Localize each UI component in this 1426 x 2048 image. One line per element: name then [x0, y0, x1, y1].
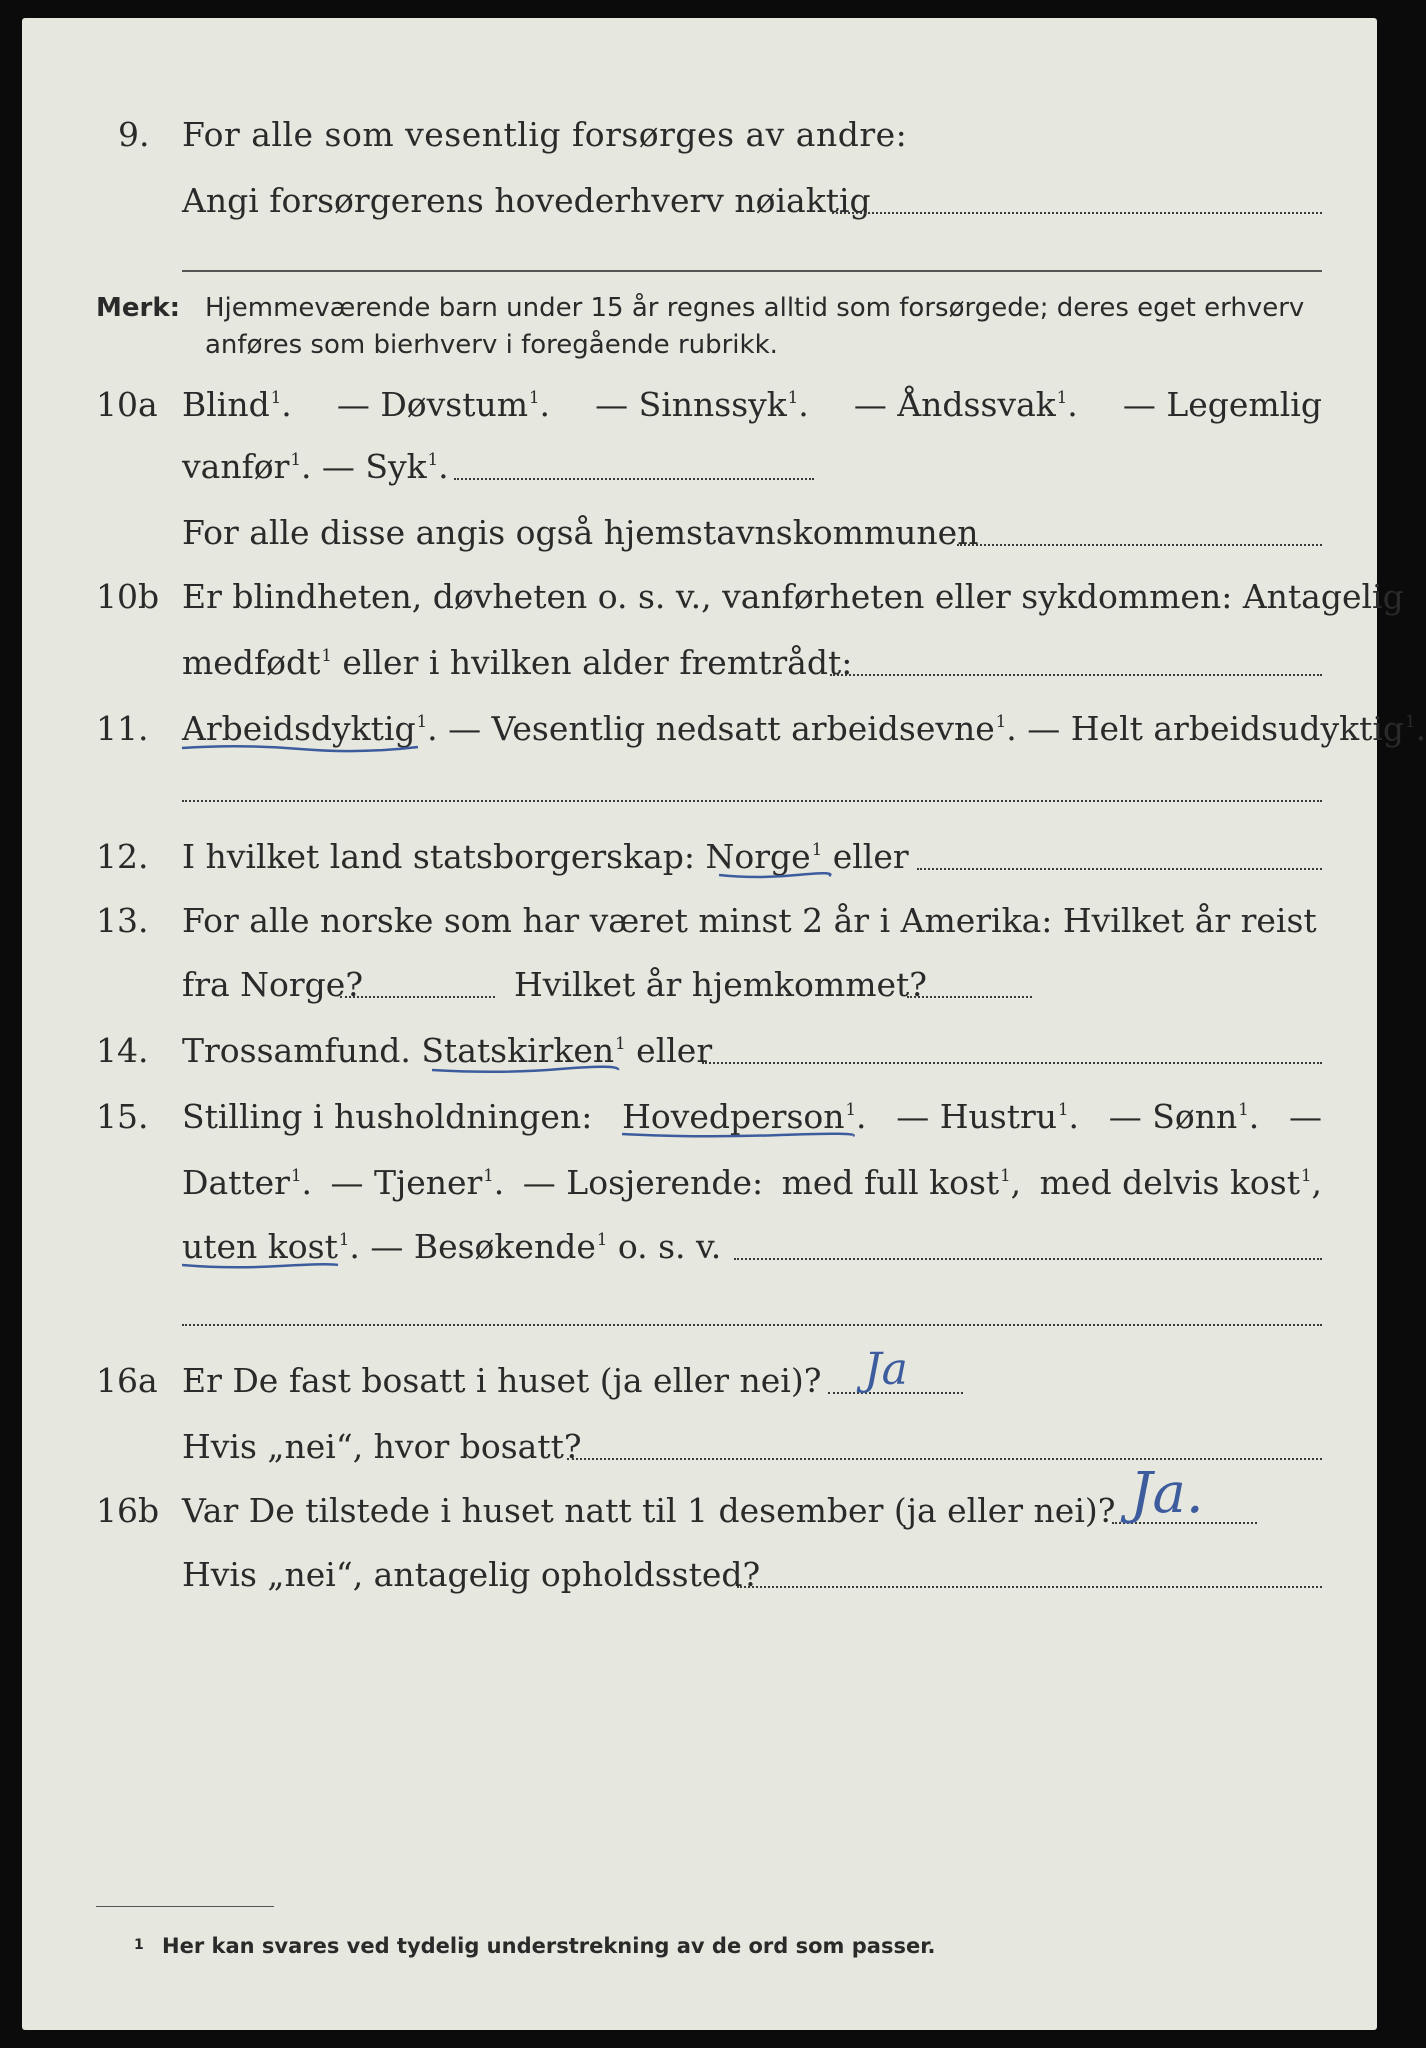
merk-line2: anføres som bierhverv i foregående rubrikk.: [205, 330, 778, 360]
q15-answer-line: [734, 1258, 1322, 1260]
q16b-opholdssted-line: [737, 1586, 1322, 1588]
q16a-line1: Er De fast bosatt i huset (ja eller nei)?: [182, 1361, 822, 1400]
q13-reist-line: [340, 996, 495, 998]
q10a-line3: For alle disse angis også hjemstavnskommunen: [182, 513, 979, 552]
q11-handwritten-underline: [180, 742, 420, 756]
q12-answer-line: [917, 868, 1322, 870]
q10b-line1: Er blindheten, døvheten o. s. v., vanførheten eller sykdommen: Antagelig: [182, 577, 1404, 616]
footnote-mark: 1: [134, 1937, 144, 1953]
q15-line2: Datter$^1$. — Tjener$^1$. — Losjerende: med full kost$^1$, med delvis kost$^1$,: [182, 1163, 1322, 1202]
q15-handwritten-underline-1: [620, 1130, 855, 1144]
q16a-bosatt-line: [567, 1458, 1322, 1460]
q15-opt-hovedperson: Hovedperson$^1$.: [622, 1097, 867, 1136]
q10a-opt-andssvak: — Åndssvak$^1$.: [853, 385, 1078, 424]
q14-number: 14.: [96, 1031, 149, 1070]
q12-line: I hvilket land statsborgerskap: Norge$^1$ eller: [182, 837, 909, 876]
merk-label: Merk:: [96, 293, 181, 323]
q9-line1: For alle som vesentlig forsørges av andre:: [182, 115, 908, 154]
q10a-opt-blind: Blind$^1$.: [182, 385, 292, 424]
q14-line: Trossamfund. Statskirken$^1$ eller: [182, 1031, 713, 1070]
q15-extra-line: [182, 1324, 1322, 1326]
q10a-line2: vanfør$^1$. — Syk$^1$.: [182, 447, 449, 486]
q16b-line2: Hvis „nei“, antagelig opholdssted?: [182, 1555, 761, 1594]
q11-number: 11.: [96, 709, 149, 748]
q9-line2: Angi forsørgerens hovederhverv nøiaktig: [182, 181, 871, 220]
q15-line1: Stilling i husholdningen: Hovedperson$^1$. — Hustru$^1$. — Sønn$^1$. —: [182, 1097, 1322, 1136]
q9-number: 9.: [118, 115, 150, 154]
q10a-opt-legemlig: — Legemlig: [1122, 385, 1322, 424]
q16a-handwritten-answer: Ja: [864, 1344, 908, 1395]
q16b-number: 16b: [96, 1491, 160, 1530]
q13-line1: For alle norske som har været minst 2 år i Amerika: Hvilket år reist: [182, 901, 1317, 940]
q13-line2a: fra Norge?: [182, 965, 364, 1004]
q10a-number: 10a: [96, 385, 158, 424]
merk-line1: Hjemmeværende barn under 15 år regnes alltid som forsørgede; deres eget erhverv: [205, 293, 1305, 323]
q10b-answer-line: [830, 674, 1322, 676]
q12-number: 12.: [96, 837, 149, 876]
q16b-line1: Var De tilstede i huset natt til 1 desember (ja eller nei)?: [182, 1491, 1116, 1530]
q15-handwritten-underline-2: [180, 1260, 340, 1274]
q13-number: 13.: [96, 901, 149, 940]
q10a-opt-sinnssyk: — Sinnssyk$^1$.: [595, 385, 809, 424]
q15-number: 15.: [96, 1097, 149, 1136]
q15-line3: uten kost$^1$. — Besøkende$^1$ o. s. v.: [182, 1227, 722, 1266]
q9-extra-line: [182, 270, 1322, 272]
q16a-line2: Hvis „nei“, hvor bosatt?: [182, 1427, 582, 1466]
q10b-number: 10b: [96, 577, 160, 616]
q14-handwritten-underline: [430, 1064, 620, 1078]
q14-answer-line: [702, 1062, 1322, 1064]
form-page: [22, 18, 1426, 2030]
q11-line: Arbeidsdyktig$^1$. — Vesentlig nedsatt arbeidsevne$^1$. — Helt arbeidsudyktig$^1$.: [182, 709, 1426, 748]
q10a-kommune-line: [957, 544, 1322, 546]
q13-line2b: Hvilket år hjemkommet?: [514, 965, 927, 1004]
q10a-opt-dovstum: — Døvstum$^1$.: [336, 385, 551, 424]
footnote-text: Her kan svares ved tydelig understrekning av de ord som passer.: [162, 1934, 936, 1958]
footnote-rule: [96, 1906, 274, 1907]
q10a-syk-line: [454, 478, 814, 480]
q10a-line1: [182, 385, 1322, 424]
q12-handwritten-underline: [717, 870, 832, 884]
q11-extra-line: [182, 800, 1322, 802]
q13-hjemkommet-line: [907, 996, 1032, 998]
q16b-handwritten-answer: Ja.: [1130, 1461, 1204, 1526]
q9-answer-line: [832, 212, 1322, 214]
q10b-line2: medfødt$^1$ eller i hvilken alder fremtrådt:: [182, 643, 853, 682]
q16a-number: 16a: [96, 1361, 158, 1400]
